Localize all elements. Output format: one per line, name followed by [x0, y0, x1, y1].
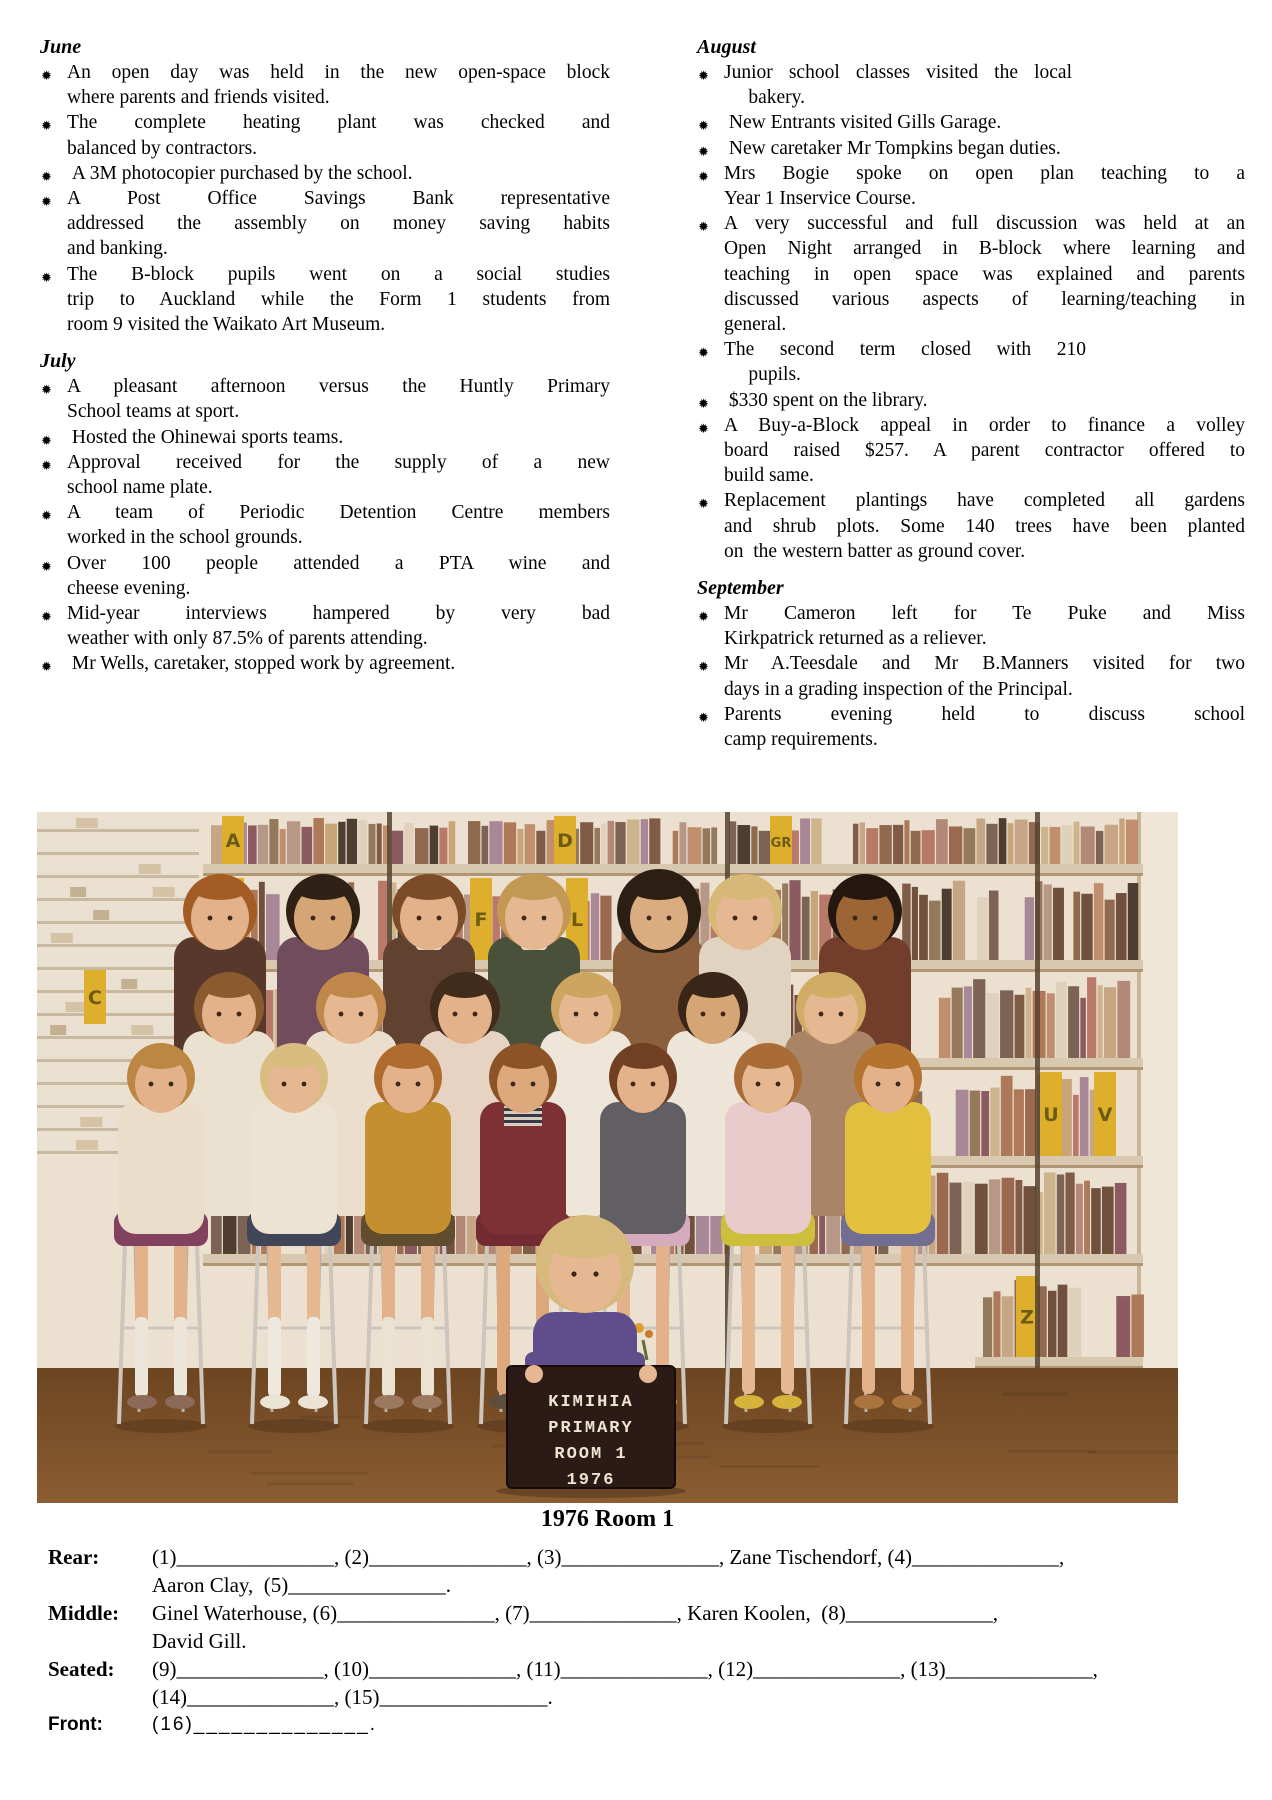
month-heading: August: [697, 36, 756, 58]
bullet-line: $330 spent on the library.: [724, 389, 928, 411]
bullet-line: and banking.: [67, 238, 168, 260]
text-columns: [40, 36, 1245, 765]
star-bullet-icon: ✹: [698, 69, 709, 84]
bullet-item: [697, 161, 1245, 211]
svg-text:U: U: [1043, 1104, 1059, 1126]
star-bullet-icon: ✹: [698, 660, 709, 676]
svg-text:GR: GR: [770, 836, 792, 851]
month-section: [697, 36, 1245, 564]
star-bullet-icon: ✹: [41, 433, 52, 449]
bullet-line: A very successful and full discussion was held at an: [724, 213, 1245, 235]
star-bullet-icon: ✹: [41, 559, 52, 575]
bullet-item: [697, 702, 1245, 752]
photo-caption: [0, 1506, 1272, 1739]
caption-row-label: Front:: [48, 1714, 103, 1735]
bullet-line: The complete heating plant was checked and: [67, 112, 610, 134]
bullet-line: New caretaker Mr Tompkins began duties.: [724, 137, 1061, 159]
month-heading: June: [40, 36, 82, 58]
star-bullet-icon: ✹: [41, 270, 52, 286]
bullet-line: camp requirements.: [724, 729, 878, 751]
month-heading: July: [40, 350, 76, 373]
bullet-line: Parents evening held to discuss school: [724, 703, 1245, 725]
star-bullet-icon: ✹: [41, 69, 52, 84]
bullet-line: build same.: [724, 465, 814, 487]
bullet-line: school name plate.: [67, 477, 213, 499]
bullet-line: and shrub plots. Some 140 trees have been planted: [724, 515, 1245, 537]
month-section: [40, 350, 610, 676]
month-section: [697, 577, 1245, 752]
caption-row: [0, 1711, 1272, 1739]
bullet-item: [40, 186, 610, 262]
bullet-line: weather with only 87.5% of parents attending.: [67, 628, 428, 650]
caption-line: Aaron Clay, (5)_______________.: [152, 1573, 452, 1597]
svg-text:L: L: [570, 909, 584, 931]
caption-line: (14)______________, (15)________________.: [152, 1685, 553, 1709]
bullet-line: where parents and friends visited.: [67, 87, 330, 109]
bullet-line: pupils.: [724, 364, 801, 386]
bullet-item: [40, 110, 610, 160]
bullet-line: School teams at sport.: [67, 401, 240, 423]
star-bullet-icon: ✹: [41, 119, 52, 135]
star-bullet-icon: ✹: [698, 346, 709, 362]
bullet-item: [697, 488, 1245, 564]
bullet-item: [697, 388, 1245, 413]
sign-text-line: ROOM 1: [554, 1445, 628, 1464]
star-bullet-icon: ✹: [698, 119, 709, 135]
bullet-line: Mid-year interviews hampered by very bad: [67, 603, 610, 625]
caption-line: David Gill.: [152, 1629, 247, 1653]
bullet-item: [40, 425, 610, 450]
bullet-line: The B-block pupils went on a social studies: [67, 263, 610, 285]
bullet-line: Mr A.Teesdale and Mr B.Manners visited for two: [724, 653, 1245, 675]
bullet-line: A pleasant afternoon versus the Huntly Primary: [67, 376, 610, 398]
caption-line: (16)______________.: [152, 1714, 378, 1735]
bullet-item: [697, 413, 1245, 489]
star-bullet-icon: ✹: [41, 660, 52, 676]
month-section: [40, 36, 610, 337]
caption-line: Ginel Waterhouse, (6)_______________, (7)______________, Karen Koolen, (8)______________,: [152, 1601, 998, 1625]
bullet-item: [697, 337, 1245, 387]
bullet-line: A team of Periodic Detention Centre members: [67, 502, 610, 524]
bullet-line: general.: [724, 314, 787, 336]
caption-row-names: [152, 1655, 1098, 1711]
bullet-item: [697, 136, 1245, 161]
bullet-item: [40, 601, 610, 651]
bullet-line: A 3M photocopier purchased by the school.: [67, 162, 413, 184]
caption-row-label: Middle:: [48, 1601, 120, 1625]
caption-row-label: Rear:: [48, 1545, 100, 1569]
bullet-line: Kirkpatrick returned as a reliever.: [724, 628, 987, 650]
bullet-line: Mrs Bogie spoke on open plan teaching to a: [724, 162, 1245, 184]
star-bullet-icon: ✹: [41, 509, 52, 525]
bullet-line: teaching in open space was explained and parents: [724, 263, 1245, 285]
svg-text:D: D: [557, 830, 573, 852]
bullet-item: [697, 211, 1245, 337]
svg-text:A: A: [225, 830, 241, 852]
star-bullet-icon: ✹: [698, 396, 709, 412]
bullet-line: worked in the school grounds.: [67, 527, 303, 549]
caption-row: [0, 1655, 1272, 1711]
svg-text:F: F: [474, 909, 488, 931]
caption-line: (1)_______________, (2)_______________, (3)_______________, Zane Tischendorf, (4)______________,: [152, 1545, 1065, 1569]
bullet-line: Hosted the Ohinewai sports teams.: [67, 426, 344, 448]
bullet-line: Open Night arranged in B-block where learning and: [724, 238, 1245, 260]
bullet-line: The second term closed with 210: [724, 339, 1086, 361]
bullet-item: [697, 60, 1245, 110]
caption-row: [0, 1599, 1272, 1655]
bullet-line: on the western batter as ground cover.: [724, 540, 1026, 562]
caption-rows: [0, 1543, 1272, 1739]
bullet-item: [697, 601, 1245, 651]
class-photo: [37, 812, 1178, 1503]
caption-row-names: [152, 1543, 1064, 1599]
bullet-line: trip to Auckland while the Form 1 students from: [67, 288, 610, 310]
column-right: [697, 36, 1245, 765]
bullet-line: Over 100 people attended a PTA wine and: [67, 552, 610, 574]
star-bullet-icon: ✹: [698, 610, 709, 626]
star-bullet-icon: ✹: [41, 610, 52, 626]
star-bullet-icon: ✹: [41, 169, 52, 185]
bullet-line: room 9 visited the Waikato Art Museum.: [67, 314, 386, 336]
bullet-line: addressed the assembly on money saving habits: [67, 213, 610, 235]
bullet-line: board raised $257. A parent contractor offered to: [724, 440, 1245, 462]
bullet-item: [40, 551, 610, 601]
star-bullet-icon: ✹: [698, 220, 709, 236]
svg-text:Z: Z: [1020, 1306, 1034, 1329]
caption-row-label: Seated:: [48, 1657, 115, 1681]
star-bullet-icon: ✹: [41, 383, 52, 399]
bullet-item: [40, 500, 610, 550]
bullet-line: Approval received for the supply of a new: [67, 451, 610, 473]
caption-row: [0, 1543, 1272, 1599]
caption-row-names: [152, 1599, 998, 1655]
star-bullet-icon: ✹: [698, 421, 709, 437]
bullet-line: discussed various aspects of learning/teaching in: [724, 288, 1245, 310]
bullet-line: Replacement plantings have completed all gardens: [724, 490, 1245, 512]
class-photo-illustration: [37, 812, 1178, 1503]
bullet-item: [40, 262, 610, 338]
svg-text:V: V: [1097, 1104, 1113, 1126]
star-bullet-icon: ✹: [41, 195, 52, 211]
caption-title: 1976 Room 1: [540, 1506, 675, 1532]
star-bullet-icon: ✹: [698, 169, 709, 185]
bullet-item: [697, 651, 1245, 701]
caption-line: (9)______________, (10)______________, (11)______________, (12)______________, (13)______________,: [152, 1657, 1098, 1681]
bullet-line: A Post Office Savings Bank representative: [67, 188, 610, 210]
sign-text-line: PRIMARY: [548, 1419, 634, 1438]
bullet-line: cheese evening.: [67, 577, 191, 599]
bullet-line: Mr Wells, caretaker, stopped work by agreement.: [67, 653, 456, 675]
bullet-line: New Entrants visited Gills Garage.: [724, 112, 1002, 134]
bullet-line: balanced by contractors.: [67, 137, 258, 159]
bullet-item: [40, 651, 610, 676]
month-heading: September: [697, 577, 784, 600]
star-bullet-icon: ✹: [698, 497, 709, 513]
bullet-line: An open day was held in the new open-space block: [67, 62, 610, 83]
bullet-item: [40, 60, 610, 110]
star-bullet-icon: ✹: [698, 710, 709, 726]
bullet-line: A Buy-a-Block appeal in order to finance a volley: [724, 414, 1245, 436]
caption-row-names: [152, 1711, 377, 1739]
sign-text-line: 1976: [566, 1471, 616, 1490]
bullet-item: [40, 161, 610, 186]
bullet-item: [40, 374, 610, 424]
bullet-line: days in a grading inspection of the Principal.: [724, 678, 1073, 700]
star-bullet-icon: ✹: [41, 458, 52, 474]
bullet-item: [40, 450, 610, 500]
bullet-item: [697, 110, 1245, 135]
svg-text:C: C: [88, 987, 102, 1009]
bullet-line: Mr Cameron left for Te Puke and Miss: [724, 603, 1245, 625]
bullet-line: bakery.: [724, 87, 806, 109]
column-left: [40, 36, 610, 765]
bullet-line: Junior school classes visited the local: [724, 62, 1072, 83]
bullet-line: Year 1 Inservice Course.: [724, 188, 916, 210]
star-bullet-icon: ✹: [698, 144, 709, 160]
sign-text-line: KIMIHIA: [548, 1393, 634, 1412]
